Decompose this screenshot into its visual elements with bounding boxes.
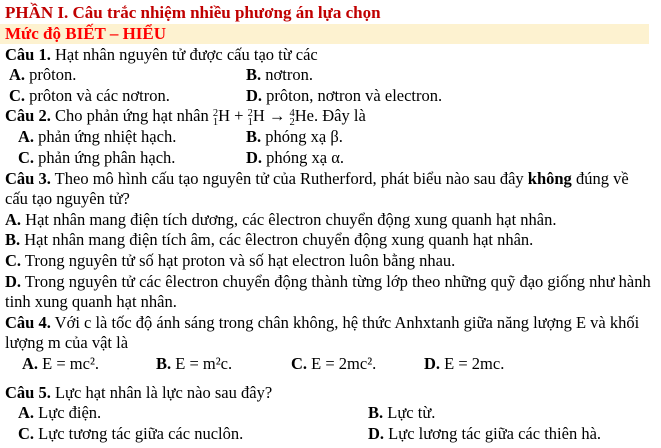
question-1-stem <box>5 45 655 66</box>
question-2-option-b <box>246 127 343 148</box>
question-3-option-a <box>5 210 655 231</box>
question-3-text-pre: Theo mô hình cấu tạo nguyên tử của Rutherford, phát biểu nào sau đây <box>54 168 524 188</box>
option-a-text: Lực điện. <box>38 403 102 423</box>
atomic-number: 2 <box>289 116 295 128</box>
plus-sign: + <box>234 106 244 126</box>
question-4-options-row <box>5 354 655 375</box>
option-b-label: B. <box>156 353 172 373</box>
question-3-label: Câu 3. <box>5 168 51 188</box>
option-b-text: nơtron. <box>265 65 313 85</box>
question-5-text: Lực hạt nhân là lực nào sau đây? <box>54 382 273 402</box>
question-3-option-c <box>5 251 655 272</box>
question-1-options-row-cd <box>5 86 655 107</box>
question-1 <box>5 45 655 107</box>
option-a-label: A. <box>22 353 39 373</box>
mass-number: 2 <box>212 108 219 120</box>
option-a-text: phản ứng nhiệt hạch. <box>38 127 177 147</box>
option-d-text: prôton, nơtron và electron. <box>266 85 443 105</box>
question-2-option-a <box>18 127 246 148</box>
option-b-label: B. <box>5 230 21 250</box>
option-c-label: C. <box>18 423 35 443</box>
question-3-stem <box>5 169 655 210</box>
question-2-text-pre: Cho phản ứng hạt nhân <box>54 106 209 126</box>
option-b-label: B. <box>246 127 262 147</box>
option-d-text: Trong nguyên tử các êlectron chuyển động thành từng lớp theo những quỹ đạo giống như hành tinh xung quanh hạt nhân. <box>5 271 651 312</box>
question-4 <box>5 313 655 375</box>
option-d-label: D. <box>246 85 263 105</box>
option-b-text: Hạt nhân mang điện tích âm, các êlectron chuyển động xung quanh hạt nhân. <box>24 230 534 250</box>
option-a-text: prôton. <box>29 65 77 85</box>
question-1-option-d <box>246 86 442 107</box>
option-d-label: D. <box>424 353 441 373</box>
question-1-option-c <box>9 86 246 107</box>
option-c-text: Lực tương tác giữa các nuclôn. <box>38 423 244 443</box>
question-3 <box>5 169 655 313</box>
option-b-text: E = m²c. <box>175 353 233 373</box>
option-a-label: A. <box>18 127 35 147</box>
question-5-option-b <box>368 403 435 424</box>
question-1-label: Câu 1. <box>5 44 51 64</box>
option-c-label: C. <box>5 250 22 270</box>
question-4-text: Với c là tốc độ ánh sáng trong chân không, hệ thức Anhxtanh giữa năng lượng E và khối lượng m của vật là <box>5 312 640 353</box>
atomic-number: 1 <box>247 116 253 128</box>
element-symbol: H <box>252 106 265 126</box>
question-5 <box>5 383 655 445</box>
option-b-label: B. <box>246 65 262 85</box>
question-3-emphasis: không <box>527 168 572 188</box>
atomic-number: 1 <box>212 116 219 128</box>
option-c-label: C. <box>9 85 26 105</box>
option-d-label: D. <box>246 147 263 167</box>
question-2-stem <box>5 106 655 127</box>
question-4-option-a <box>22 354 156 375</box>
option-d-text: phóng xạ α. <box>266 147 345 167</box>
nuclide-helium-4 <box>289 106 315 128</box>
element-symbol: He <box>294 106 315 126</box>
option-c-text: Trong nguyên tử số hạt proton và số hạt electron luôn bằng nhau. <box>24 250 456 270</box>
question-4-stem <box>5 313 655 354</box>
question-2-options-row-ab <box>5 127 655 148</box>
option-a-label: A. <box>18 403 35 423</box>
option-c-text: prôton và các nơtron. <box>29 85 170 105</box>
question-1-options-row-ab <box>5 65 655 86</box>
level-heading-text: Mức độ BIẾT – HIỂU <box>5 23 167 43</box>
question-2-label: Câu 2. <box>5 106 51 126</box>
question-1-option-b <box>246 65 313 86</box>
option-a-label: A. <box>5 209 22 229</box>
question-1-text: Hạt nhân nguyên tử được cấu tạo từ các <box>54 44 318 64</box>
reaction-arrow: → <box>268 106 286 126</box>
nuclide-hydrogen-2-first <box>212 106 231 128</box>
option-b-text: phóng xạ β. <box>265 127 343 147</box>
option-a-label: A. <box>9 65 26 85</box>
element-symbol: H <box>218 106 231 126</box>
question-2-text-post: . Đây là <box>314 106 366 126</box>
mass-number: 2 <box>247 108 253 120</box>
question-2 <box>5 106 655 168</box>
question-5-option-c <box>18 424 368 445</box>
question-1-option-a <box>9 65 246 86</box>
option-a-text: E = mc². <box>42 353 100 373</box>
question-3-option-d <box>5 272 655 313</box>
question-5-options-row-ab <box>5 403 655 424</box>
question-5-option-d <box>368 424 601 445</box>
option-c-text: E = 2mc². <box>311 353 377 373</box>
question-2-options-row-cd <box>5 148 655 169</box>
option-d-label: D. <box>368 423 385 443</box>
option-c-label: C. <box>18 147 35 167</box>
question-5-label: Câu 5. <box>5 382 51 402</box>
option-d-text: E = 2mc. <box>444 353 505 373</box>
option-a-text: Hạt nhân mang điện tích dương, các êlectron chuyển động xung quanh hạt nhân. <box>25 209 557 229</box>
option-c-text: phản ứng phân hạch. <box>38 147 176 167</box>
question-5-stem <box>5 383 655 404</box>
level-heading-bar <box>0 24 649 44</box>
option-d-label: D. <box>5 271 22 291</box>
question-2-option-c <box>18 148 246 169</box>
option-b-text: Lực từ. <box>387 403 436 423</box>
question-4-option-d <box>424 354 504 375</box>
nuclide-hydrogen-2-second <box>247 106 265 128</box>
option-d-text: Lực lương tác giữa các thiên hà. <box>388 423 602 443</box>
question-3-text-post: đúng về cấu tạo nguyên tử? <box>5 168 629 209</box>
section-title: PHẦN I. Câu trắc nhiệm nhiều phương án lựa chọn <box>5 3 381 22</box>
question-4-option-c <box>291 354 424 375</box>
question-2-option-d <box>246 148 344 169</box>
question-5-options-row-cd <box>5 424 655 445</box>
question-3-option-b <box>5 230 655 251</box>
question-4-label: Câu 4. <box>5 312 51 332</box>
mass-number: 4 <box>289 108 295 120</box>
question-4-option-b <box>156 354 291 375</box>
option-b-label: B. <box>368 403 384 423</box>
option-c-label: C. <box>291 353 308 373</box>
question-5-option-a <box>18 403 368 424</box>
